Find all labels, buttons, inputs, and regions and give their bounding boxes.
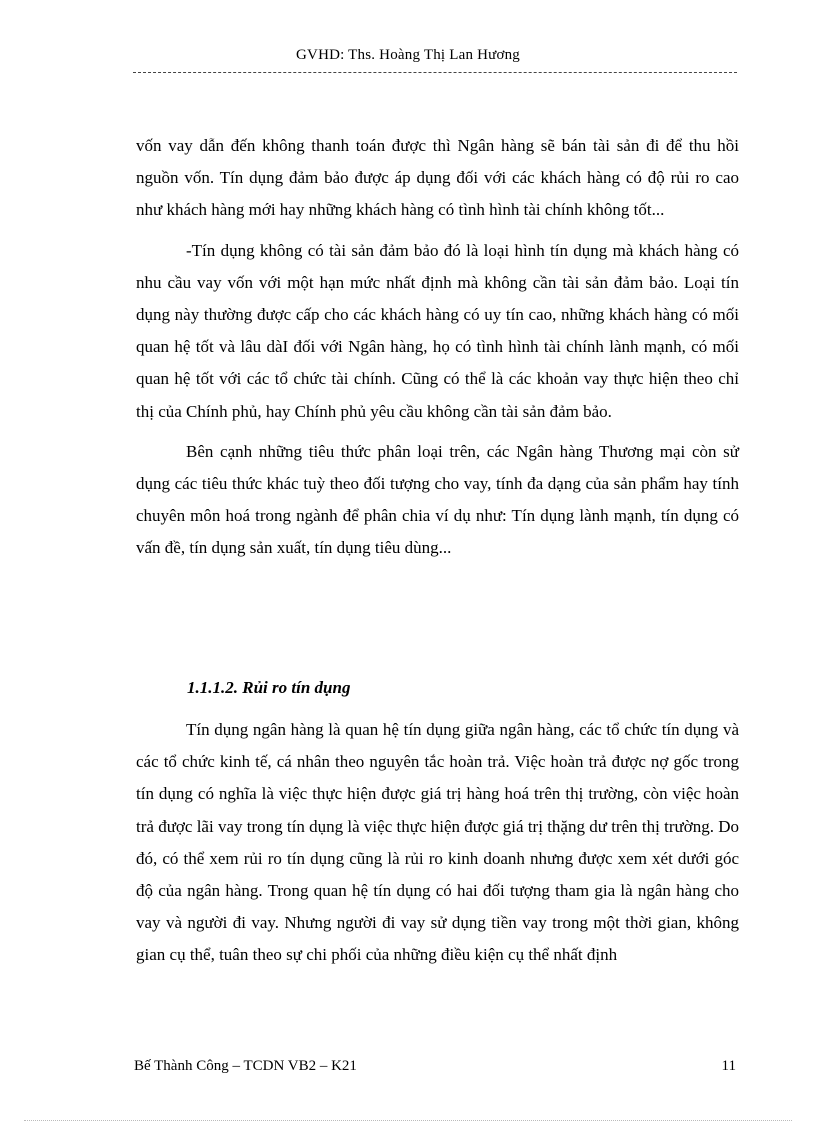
- paragraph: Tín dụng ngân hàng là quan hệ tín dụng giữa ngân hàng, các tổ chức tín dụng và các tổ chức kinh tế, cá nhân theo nguyên tắc hoàn trả. Việc hoàn trả được nợ gốc trong tín dụng có nghĩa là việc thực hiện được giá trị hàng hoá trên thị trường, còn việc hoàn trả được lãi vay trong tín dụng là việc thực hiện được giá trị thặng dư trên thị trường. Do đó, có thể xem rủi ro tín dụng cũng là rủi ro kinh doanh nhưng được xem xét dưới góc độ của ngân hàng. Trong quan hệ tín dụng có hai đối tượng tham gia là ngân hàng cho vay và người đi vay. Nhưng người đi vay sử dụng tiền vay trong một thời gian, không gian cụ thể, tuân theo sự chi phối của những điều kiện cụ thể nhất định: [136, 720, 739, 965]
- page-bottom-rule: [24, 1120, 792, 1121]
- footer-author: Bế Thành Công – TCDN VB2 – K21: [134, 1058, 357, 1074]
- section-heading: 1.1.1.2. Rủi ro tín dụng: [187, 678, 351, 697]
- paragraph: -Tín dụng không có tài sản đảm bảo đó là loại hình tín dụng mà khách hàng có nhu cầu vay vốn với một hạn mức nhất định mà không cần tài sản đảm bảo. Loại tín dụng này thường được cấp cho các khách hàng có uy tín cao, những khách hàng có mối quan hệ tốt và lâu dàI đối với Ngân hàng, họ có tình hình tài chính lành mạnh, có mối quan hệ tốt với các tổ chức tài chính. Cũng có thể là các khoản vay thực hiện theo chỉ thị của Chính phủ, hay Chính phủ yêu cầu không cần tài sản đảm bảo.: [136, 240, 739, 421]
- section-body-text: [136, 714, 739, 972]
- paragraph: vốn vay dẫn đến không thanh toán được thì Ngân hàng sẽ bán tài sản đi để thu hồi nguồn vốn. Tín dụng đảm bảo được áp dụng đối với các khách hàng có độ rủi ro cao như khách hàng mới hay những khách hàng có tình hình tài chính không tốt...: [136, 136, 739, 220]
- header-divider: [133, 72, 737, 73]
- page-header-title: GVHD: Ths. Hoàng Thị Lan Hương: [296, 47, 520, 63]
- body-text: [136, 130, 739, 565]
- paragraph: Bên cạnh những tiêu thức phân loại trên, các Ngân hàng Thương mại còn sử dụng các tiêu thức khác tuỳ theo đối tượng cho vay, tính đa dạng của sản phẩm hay tính chuyên môn hoá trong ngành để phân chia ví dụ như: Tín dụng lành mạnh, tín dụng có vấn đề, tín dụng sản xuất, tín dụng tiêu dùng...: [136, 441, 739, 558]
- page-number: 11: [721, 1058, 736, 1074]
